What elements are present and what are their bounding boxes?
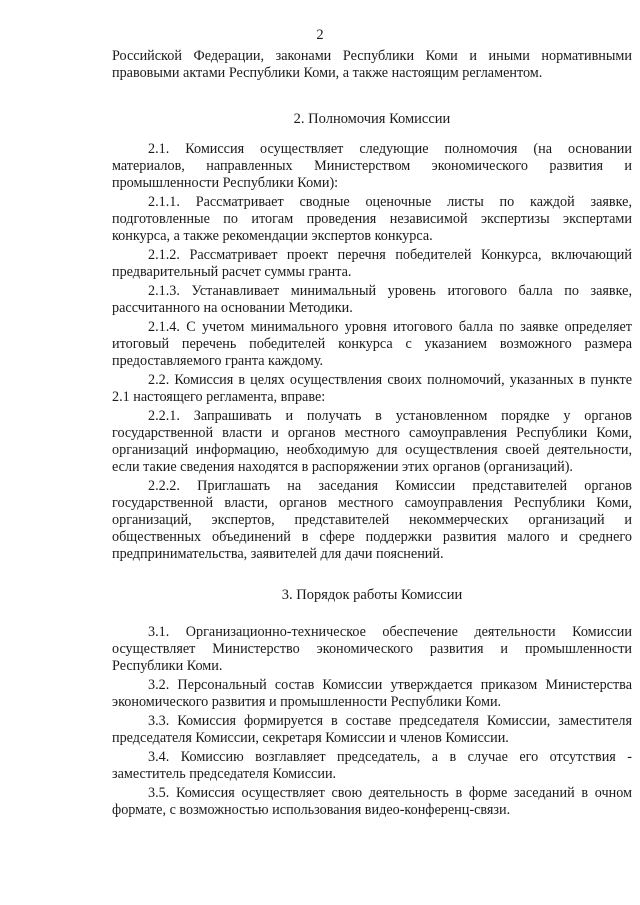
paragraph-2-1-2: 2.1.2. Рассматривает проект перечня победителей Конкурса, включающий предварительный расчет суммы гранта. [112, 247, 632, 280]
paragraph-2-2-1: 2.2.1. Запрашивать и получать в установленном порядке у органов государственной власти и органов местного самоуправления Республики Коми, организаций информацию, необходимую для осуществления своей деятельности, если такие сведения находятся в распоряжении этих органов (организаций). [112, 408, 632, 475]
section-heading-powers: 2. Полномочия Комиссии [293, 111, 451, 127]
paragraph-3-3: 3.3. Комиссия формируется в составе председателя Комиссии, заместителя председателя Комиссии, секретаря Комиссии и членов Комиссии. [112, 713, 632, 746]
paragraph-3-1: 3.1. Организационно-техническое обеспечение деятельности Комиссии осуществляет Министерство экономического развития и промышленности Республики Коми. [112, 624, 632, 674]
paragraph-2-1-3: 2.1.3. Устанавливает минимальный уровень итогового балла по заявке, рассчитанного на основании Методики. [112, 283, 632, 316]
intro-paragraph: Российской Федерации, законами Республики Коми и иными нормативными правовыми актами Республики Коми, а также настоящим регламентом. [112, 48, 632, 81]
page-number: 2 [316, 27, 324, 43]
paragraph-2-2-2: 2.2.2. Приглашать на заседания Комиссии представителей органов государственной власти, органов местного самоуправления Республики Коми, организаций, экспертов, представителей некоммерческих организаций и общественных объединений в сфере поддержки развития малого и среднего предпринимательства, заявителей для дачи пояснений. [112, 478, 632, 562]
paragraph-2-1-4: 2.1.4. С учетом минимального уровня итогового балла по заявке определяет итоговый перечень победителей конкурса с указанием возможного размера предоставляемого гранта каждому. [112, 319, 632, 369]
paragraph-3-2: 3.2. Персональный состав Комиссии утверждается приказом Министерства экономического развития и промышленности Республики Коми. [112, 677, 632, 710]
document-body [112, 48, 632, 819]
paragraph-2-1: 2.1. Комиссия осуществляет следующие полномочия (на основании материалов, направленных Министерством экономического развития и промышленности Республики Коми): [112, 141, 632, 191]
section-heading-procedure: 3. Порядок работы Комиссии [281, 587, 463, 603]
paragraph-3-5: 3.5. Комиссия осуществляет свою деятельность в форме заседаний в очном формате, с возможностью использования видео-конференц-связи. [112, 785, 632, 818]
paragraph-2-2: 2.2. Комиссия в целях осуществления своих полномочий, указанных в пункте 2.1 настоящего регламента, вправе: [112, 372, 632, 405]
paragraph-3-4: 3.4. Комиссию возглавляет председатель, а в случае его отсутствия - заместитель председателя Комиссии. [112, 749, 632, 782]
paragraph-2-1-1: 2.1.1. Рассматривает сводные оценочные листы по каждой заявке, подготовленные по итогам проведения независимой экспертизы экспертами конкурса, а также рекомендации экспертов конкурса. [112, 194, 632, 244]
